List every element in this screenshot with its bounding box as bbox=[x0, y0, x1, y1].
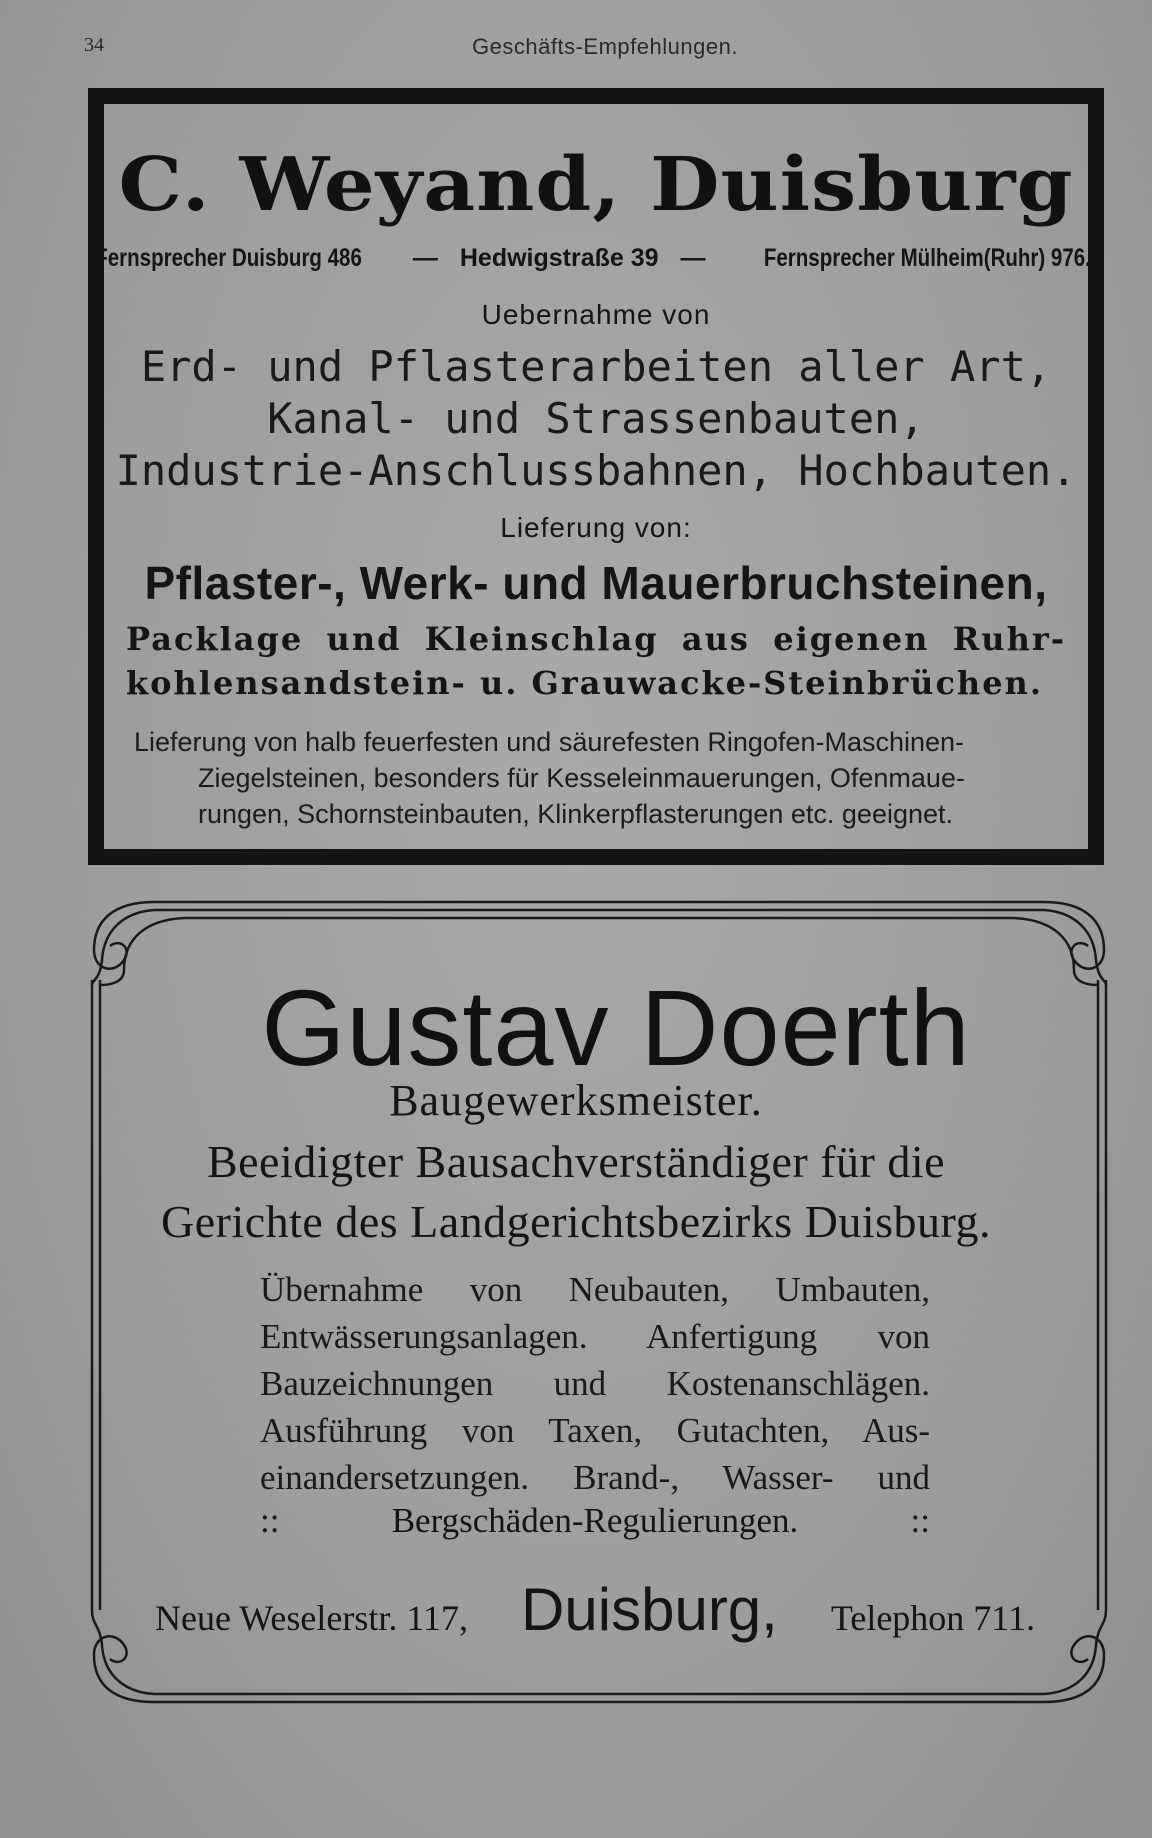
page-number: 34 bbox=[84, 34, 104, 56]
separator-1: — bbox=[412, 244, 438, 272]
body-line: einandersetzungen. Brand-, Wasser- und bbox=[260, 1458, 930, 1497]
body-line: Ausführung von Taxen, Gutachten, Aus- bbox=[260, 1411, 930, 1450]
service-line: Erd- und Pflasterarbeiten aller Art, bbox=[140, 342, 1052, 391]
ad-divider-rule bbox=[88, 860, 1104, 864]
street-address: Neue Weselerstr. 117, bbox=[155, 1598, 469, 1638]
quarry-word: Kleinschlag bbox=[424, 620, 659, 658]
address-footer bbox=[155, 1575, 1035, 1644]
ad-weyand bbox=[88, 88, 1104, 865]
quarry-line-2: kohlensandstein- u. Grauwacke-Steinbrüchen. bbox=[126, 664, 1043, 702]
service-line: Industrie-Anschlussbahnen, Hochbauten. bbox=[115, 446, 1077, 495]
phone-duisburg: Fernsprecher Duisburg 486 bbox=[94, 244, 362, 272]
expert-line: Gerichte des Landgerichtsbezirks Duisburg. bbox=[160, 1196, 992, 1247]
running-head: Geschäfts-Empfehlungen. bbox=[472, 34, 738, 59]
body-line: Bergschäden-Regulierungen. bbox=[391, 1501, 799, 1540]
expert-line: Beeidigter Bausachverständiger für die bbox=[206, 1136, 946, 1187]
contact-line bbox=[94, 244, 1091, 273]
body-line: Bauzeichnungen und Kostenanschlägen. bbox=[260, 1364, 930, 1403]
ornament-right: :: bbox=[910, 1501, 930, 1540]
city: Duisburg, bbox=[521, 1576, 778, 1643]
note-line: rungen, Schornsteinbauten, Klinkerpflasterungen etc. geeignet. bbox=[198, 799, 954, 829]
ornament-left: :: bbox=[260, 1501, 280, 1540]
services-intro: Uebernahme von bbox=[481, 299, 711, 330]
note-line: Lieferung von halb feuerfesten und säurefesten Ringofen-Maschinen- bbox=[134, 727, 965, 757]
quarry-word: eigenen bbox=[773, 620, 930, 658]
note-line: Ziegelsteinen, besonders für Kesseleinmauerungen, Ofenmaue- bbox=[198, 763, 965, 793]
firm-name: C. Weyand, Duisburg bbox=[118, 142, 1074, 228]
quarry-line-1 bbox=[126, 620, 1066, 658]
quarry-word: aus bbox=[681, 620, 750, 658]
separator-2: — bbox=[680, 244, 706, 272]
service-line: Kanal- und Strassenbauten, bbox=[267, 394, 925, 443]
quarry-word: Packlage bbox=[126, 620, 304, 658]
advertiser-title: Baugewerksmeister. bbox=[389, 1076, 763, 1125]
quarry-word: Ruhr- bbox=[952, 620, 1066, 658]
delivery-intro: Lieferung von: bbox=[500, 512, 692, 543]
brick-note bbox=[134, 724, 1074, 832]
quarry-word: und bbox=[326, 620, 402, 658]
advertiser-name: Gustav Doerth bbox=[261, 967, 971, 1088]
body-line: Übernahme von Neubauten, Umbauten, bbox=[260, 1270, 930, 1309]
body-line: Entwässerungsanlagen. Anfertigung von bbox=[260, 1317, 930, 1356]
phone-muelheim: Fernsprecher Mülheim(Ruhr) 976. bbox=[763, 244, 1091, 272]
address: Hedwigstraße 39 bbox=[459, 244, 659, 272]
telephone: Telephon 711. bbox=[830, 1598, 1035, 1638]
products-line: Pflaster-, Werk- und Mauerbruchsteinen, bbox=[144, 557, 1048, 609]
last-body-line bbox=[260, 1501, 930, 1541]
services-body bbox=[260, 1266, 930, 1501]
